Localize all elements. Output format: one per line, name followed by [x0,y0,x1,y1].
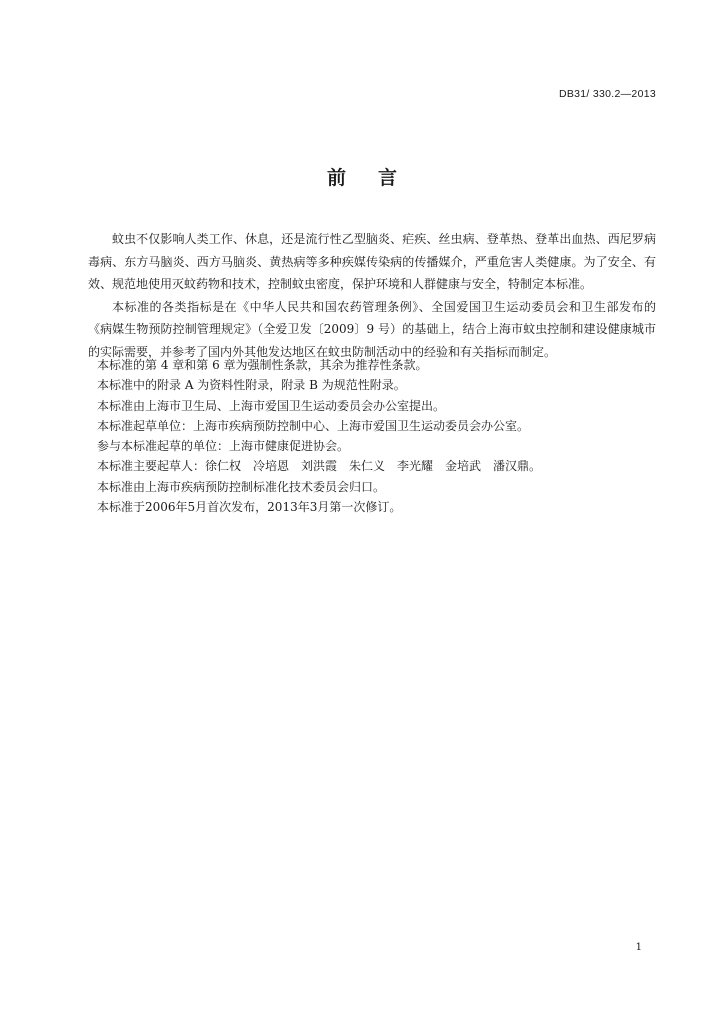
clause-item: 本标准中的附录 A 为资料性附录，附录 B 为规范性附录。 [97,378,406,393]
clause-item: 本标准主要起草人：徐仁权 冷培恩 刘洪霞 朱仁义 李光耀 金培武 潘汉鼎。 [97,459,542,474]
page-number: 1 [635,942,642,953]
clause-item: 本标准于2006年5月首次发布，2013年3月第一次修订。 [97,500,402,515]
page-title: 前言 [326,167,429,189]
clauses-list [97,355,657,517]
clause-item: 参与本标准起草的单位：上海市健康促进协会。 [97,439,350,454]
clause-item: 本标准由上海市卫生局、上海市爱国卫生运动委员会办公室提出。 [97,398,446,413]
document-code: DB31/ 330.2—2013 [558,88,656,100]
clause-item: 本标准由上海市疾病预防控制标准化技术委员会归口。 [97,479,386,494]
intro-section [88,228,656,363]
clause-item: 本标准的第 4 章和第 6 章为强制性条款，其余为推荐性条款。 [97,358,428,372]
intro-paragraph: 蚊虫不仅影响人类工作、休息，还是流行性乙型脑炎、疟疾、丝虫病、登革热、登革出血热、西尼罗病毒病、东方马脑炎、西方马脑炎、黄热病等多种疾媒传染病的传播媒介，严重危害人类健康。为了安全、有效、规范地使用灭蚊药物和技术，控制蚊虫密度，保护环境和人群健康与安全，特制定本标准。 [88,232,656,291]
clause-item: 本标准起草单位：上海市疾病预防控制中心、上海市爱国卫生运动委员会办公室。 [97,418,530,433]
intro-paragraph: 本标准的各类指标是在《中华人民共和国农药管理条例》、全国爱国卫生运动委员会和卫生部发布的《病媒生物预防控制管理规定》（全爱卫发〔2009〕9 号）的基础上，结合上海市蚊虫控制和建设健康城市的实际需要，并参考了国内外其他发达地区在蚊虫防制活动中的经验和有关指标而制定。 [88,299,656,359]
